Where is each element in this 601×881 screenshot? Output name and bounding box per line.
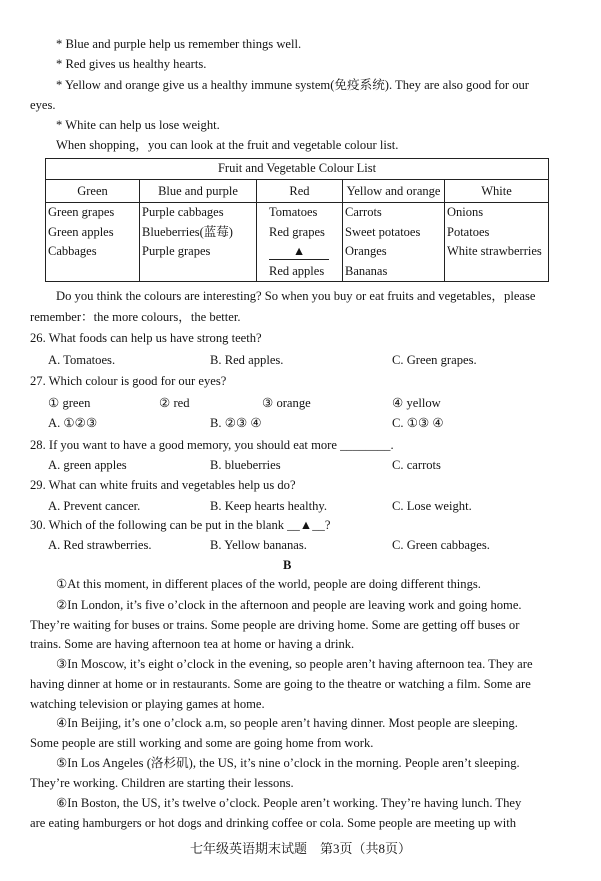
header-yellow-orange: Yellow and orange xyxy=(343,180,445,203)
question-29-stem: 29. What can white fruits and vegetables help us do? xyxy=(30,478,296,492)
header-red: Red xyxy=(257,180,343,203)
table-cell: Green apples xyxy=(48,224,114,239)
table-cell: Tomatoes xyxy=(269,205,318,219)
passage-line: are eating hamburgers or hot dogs and drinking coffee or cola. Some people are meeting up with xyxy=(30,816,516,830)
passage-line: ④In Beijing, it’s one o’clock a.m, so people aren’t having dinner. Most people are sleeping. xyxy=(56,716,518,730)
passage-line: ⑥In Boston, the US, it’s twelve o’clock. People aren’t working. They’re having lunch. They xyxy=(56,796,522,810)
table-cell: Green grapes xyxy=(48,205,115,219)
table-cell: Sweet potatoes xyxy=(345,224,421,239)
intro-line: * White can help us lose weight. xyxy=(56,118,220,132)
q30-option-a: A. Red strawberries. xyxy=(48,538,152,552)
passage-line: They’re working. Children are starting their lessons. xyxy=(30,776,294,790)
table-cell: Cabbages xyxy=(48,244,97,258)
table-cell: Red grapes xyxy=(269,224,325,239)
q26-option-c: C. Green grapes. xyxy=(392,353,477,367)
passage-line: trains. Some are having afternoon tea at home or having a drink. xyxy=(30,637,355,651)
table-cell: Carrots xyxy=(345,205,382,219)
q29-option-c: C. Lose weight. xyxy=(392,499,472,513)
q26-option-a: A. Tomatoes. xyxy=(48,353,116,367)
column-green xyxy=(46,203,140,282)
blank-triangle-marker: ▲ xyxy=(269,242,329,260)
header-blue-purple: Blue and purple xyxy=(140,180,257,203)
passage-line: ①At this moment, in different places of the world, people are doing different things. xyxy=(56,577,481,591)
passage-line: ③In Moscow, it’s eight o’clock in the evening, so people aren’t having afternoon tea. They are xyxy=(56,657,533,671)
question-28-stem: 28. If you want to have a good memory, you should eat more ________. xyxy=(30,438,394,452)
question-27-stem: 27. Which colour is good for our eyes? xyxy=(30,374,227,388)
q27-choice: ③ orange xyxy=(262,396,311,410)
table-cell: Purple grapes xyxy=(142,244,211,258)
header-green: Green xyxy=(46,180,140,203)
table-cell: Red apples xyxy=(269,263,325,278)
q29-option-a: A. Prevent cancer. xyxy=(48,499,141,513)
q28-option-b: B. blueberries xyxy=(210,458,281,472)
column-white xyxy=(445,203,549,282)
table-cell: White strawberries xyxy=(447,244,542,258)
q28-option-c: C. carrots xyxy=(392,458,441,472)
intro-line: * Red gives us healthy hearts. xyxy=(56,57,207,71)
passage-line: ②In London, it’s five o’clock in the afternoon and people are leaving work and going home. xyxy=(56,598,522,612)
passage-line: watching television or playing games at home. xyxy=(30,697,265,711)
intro-line: When shopping，you can look at the fruit and vegetable colour list. xyxy=(56,138,399,152)
page-footer: 七年级英语期末试题 第3页（共8页） xyxy=(189,841,411,856)
column-red xyxy=(257,203,343,282)
intro-line: eyes. xyxy=(30,98,56,112)
q27-option-b: B. ②③ ④ xyxy=(210,416,262,430)
colour-list-table xyxy=(45,158,549,282)
intro-line: * Blue and purple help us remember things well. xyxy=(56,37,302,51)
column-blue-purple xyxy=(140,203,257,282)
q27-choice: ① green xyxy=(48,396,91,410)
q27-choice: ② red xyxy=(159,396,190,410)
passage-line: having dinner at home or in restaurants. Some are going to the theatre or watching a film. Some are xyxy=(30,677,531,691)
table-cell: Bananas xyxy=(345,263,388,278)
question-30-stem: 30. Which of the following can be put in the blank __▲__? xyxy=(30,518,331,532)
q30-option-b: B. Yellow bananas. xyxy=(210,538,307,552)
table-cell: Onions xyxy=(447,205,484,219)
column-yellow-orange xyxy=(343,203,445,282)
passage-line: ⑤In Los Angeles (洛杉矶), the US, it’s nine o’clock in the morning. People aren’t sleeping. xyxy=(56,756,520,770)
q27-option-a: A. ①②③ xyxy=(48,416,98,430)
q27-option-c: C. ①③ ④ xyxy=(392,416,444,430)
question-26-stem: 26. What foods can help us have strong teeth? xyxy=(30,331,262,345)
q29-option-b: B. Keep hearts healthy. xyxy=(210,499,328,513)
after-table-line: remember：the more colours，the better. xyxy=(30,310,241,324)
after-table-line: Do you think the colours are interesting? So when you buy or eat fruits and vegetables，please xyxy=(56,289,536,303)
q28-option-a: A. green apples xyxy=(48,458,127,472)
table-cell: Oranges xyxy=(345,244,387,258)
q26-option-b: B. Red apples. xyxy=(210,353,284,367)
table-cell: Purple cabbages xyxy=(142,205,224,219)
passage-line: Some people are still working and some are going home from work. xyxy=(30,736,374,750)
q27-choice: ④ yellow xyxy=(392,396,441,410)
q30-option-c: C. Green cabbages. xyxy=(392,538,490,552)
table-cell: Blueberries(蓝莓) xyxy=(142,224,233,239)
header-white: White xyxy=(445,180,549,203)
table-title: Fruit and Vegetable Colour List xyxy=(46,159,549,180)
intro-line: * Yellow and orange give us a healthy immune system(免疫系统). They are also good for our xyxy=(56,78,529,92)
section-label: B xyxy=(283,558,292,572)
passage-line: They’re waiting for buses or trains. Some people are driving home. Some are getting off buses or xyxy=(30,618,520,632)
table-cell: Potatoes xyxy=(447,224,490,239)
